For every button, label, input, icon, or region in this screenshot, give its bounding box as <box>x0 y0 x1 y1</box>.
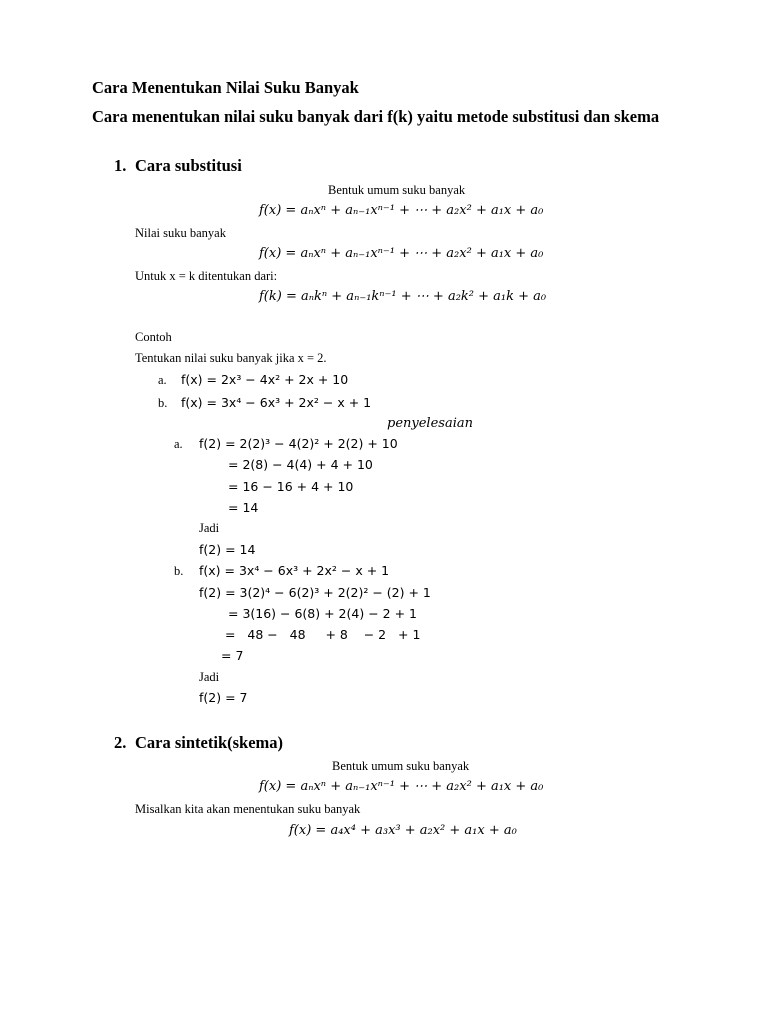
section-2-number: 2. <box>114 733 127 752</box>
solution-b-line: = 48 − 48 + 8 − 2 + 1 <box>225 627 421 642</box>
example-label: Contoh <box>135 330 172 344</box>
item-a-label: a. <box>158 373 167 387</box>
section-2-heading: Cara sintetik(skema) <box>135 733 284 752</box>
k-formula: f(k) = aₙkⁿ + aₙ₋₁kⁿ⁻¹ + ⋯ + a₂k² + a₁k + a₀ <box>259 289 547 304</box>
result-b: f(2) = 7 <box>199 690 248 705</box>
solution-b-line: = 3(16) − 6(8) + 2(4) − 2 + 1 <box>228 606 417 621</box>
item-a-formula: f(x) = 2x³ − 4x² + 2x + 10 <box>181 372 349 387</box>
solution-label: penyelesaian <box>387 416 473 431</box>
solution-a-line: = 2(8) − 4(4) + 4 + 10 <box>228 457 373 472</box>
result-a: f(2) = 14 <box>199 542 256 557</box>
solution-a-line: = 16 − 16 + 4 + 10 <box>228 479 354 494</box>
value-formula: f(x) = aₙxⁿ + aₙ₋₁xⁿ⁻¹ + ⋯ + a₂x² + a₁x + a₀ <box>259 246 544 261</box>
section-1-heading: Cara substitusi <box>135 156 242 175</box>
suppose-label: Misalkan kita akan menentukan suku banyak <box>135 802 361 816</box>
page-title: Cara Menentukan Nilai Suku Banyak <box>92 78 359 97</box>
k-label: Untuk x = k ditentukan dari: <box>135 269 278 283</box>
jadi-b-label: Jadi <box>199 670 220 684</box>
solution-b-label: b. <box>174 564 184 578</box>
general-form-label-2: Bentuk umum suku banyak <box>332 759 470 773</box>
task-text: Tentukan nilai suku banyak jika x = 2. <box>135 351 327 365</box>
section-1-number: 1. <box>114 156 127 175</box>
general-form-label: Bentuk umum suku banyak <box>328 183 466 197</box>
intro-paragraph: Cara menentukan nilai suku banyak dari f(k) yaitu metode substitusi dan skema <box>92 107 660 126</box>
general-form-formula: f(x) = aₙxⁿ + aₙ₋₁xⁿ⁻¹ + ⋯ + a₂x² + a₁x + a₀ <box>259 203 544 218</box>
solution-b-line: f(x) = 3x⁴ − 6x³ + 2x² − x + 1 <box>199 563 390 578</box>
solution-a-label: a. <box>174 437 183 451</box>
item-b-label: b. <box>158 396 168 410</box>
suppose-formula: f(x) = a₄x⁴ + a₃x³ + a₂x² + a₁x + a₀ <box>289 823 517 838</box>
solution-b-line: = 7 <box>221 648 244 663</box>
jadi-a-label: Jadi <box>199 521 220 535</box>
solution-b-line: f(2) = 3(2)⁴ − 6(2)³ + 2(2)² − (2) + 1 <box>199 585 431 600</box>
general-form-formula-2: f(x) = aₙxⁿ + aₙ₋₁xⁿ⁻¹ + ⋯ + a₂x² + a₁x + a₀ <box>259 779 544 794</box>
solution-a-line: f(2) = 2(2)³ − 4(2)² + 2(2) + 10 <box>199 436 398 451</box>
solution-a-line: = 14 <box>228 500 259 515</box>
value-label: Nilai suku banyak <box>135 226 226 240</box>
item-b-formula: f(x) = 3x⁴ − 6x³ + 2x² − x + 1 <box>181 395 372 410</box>
